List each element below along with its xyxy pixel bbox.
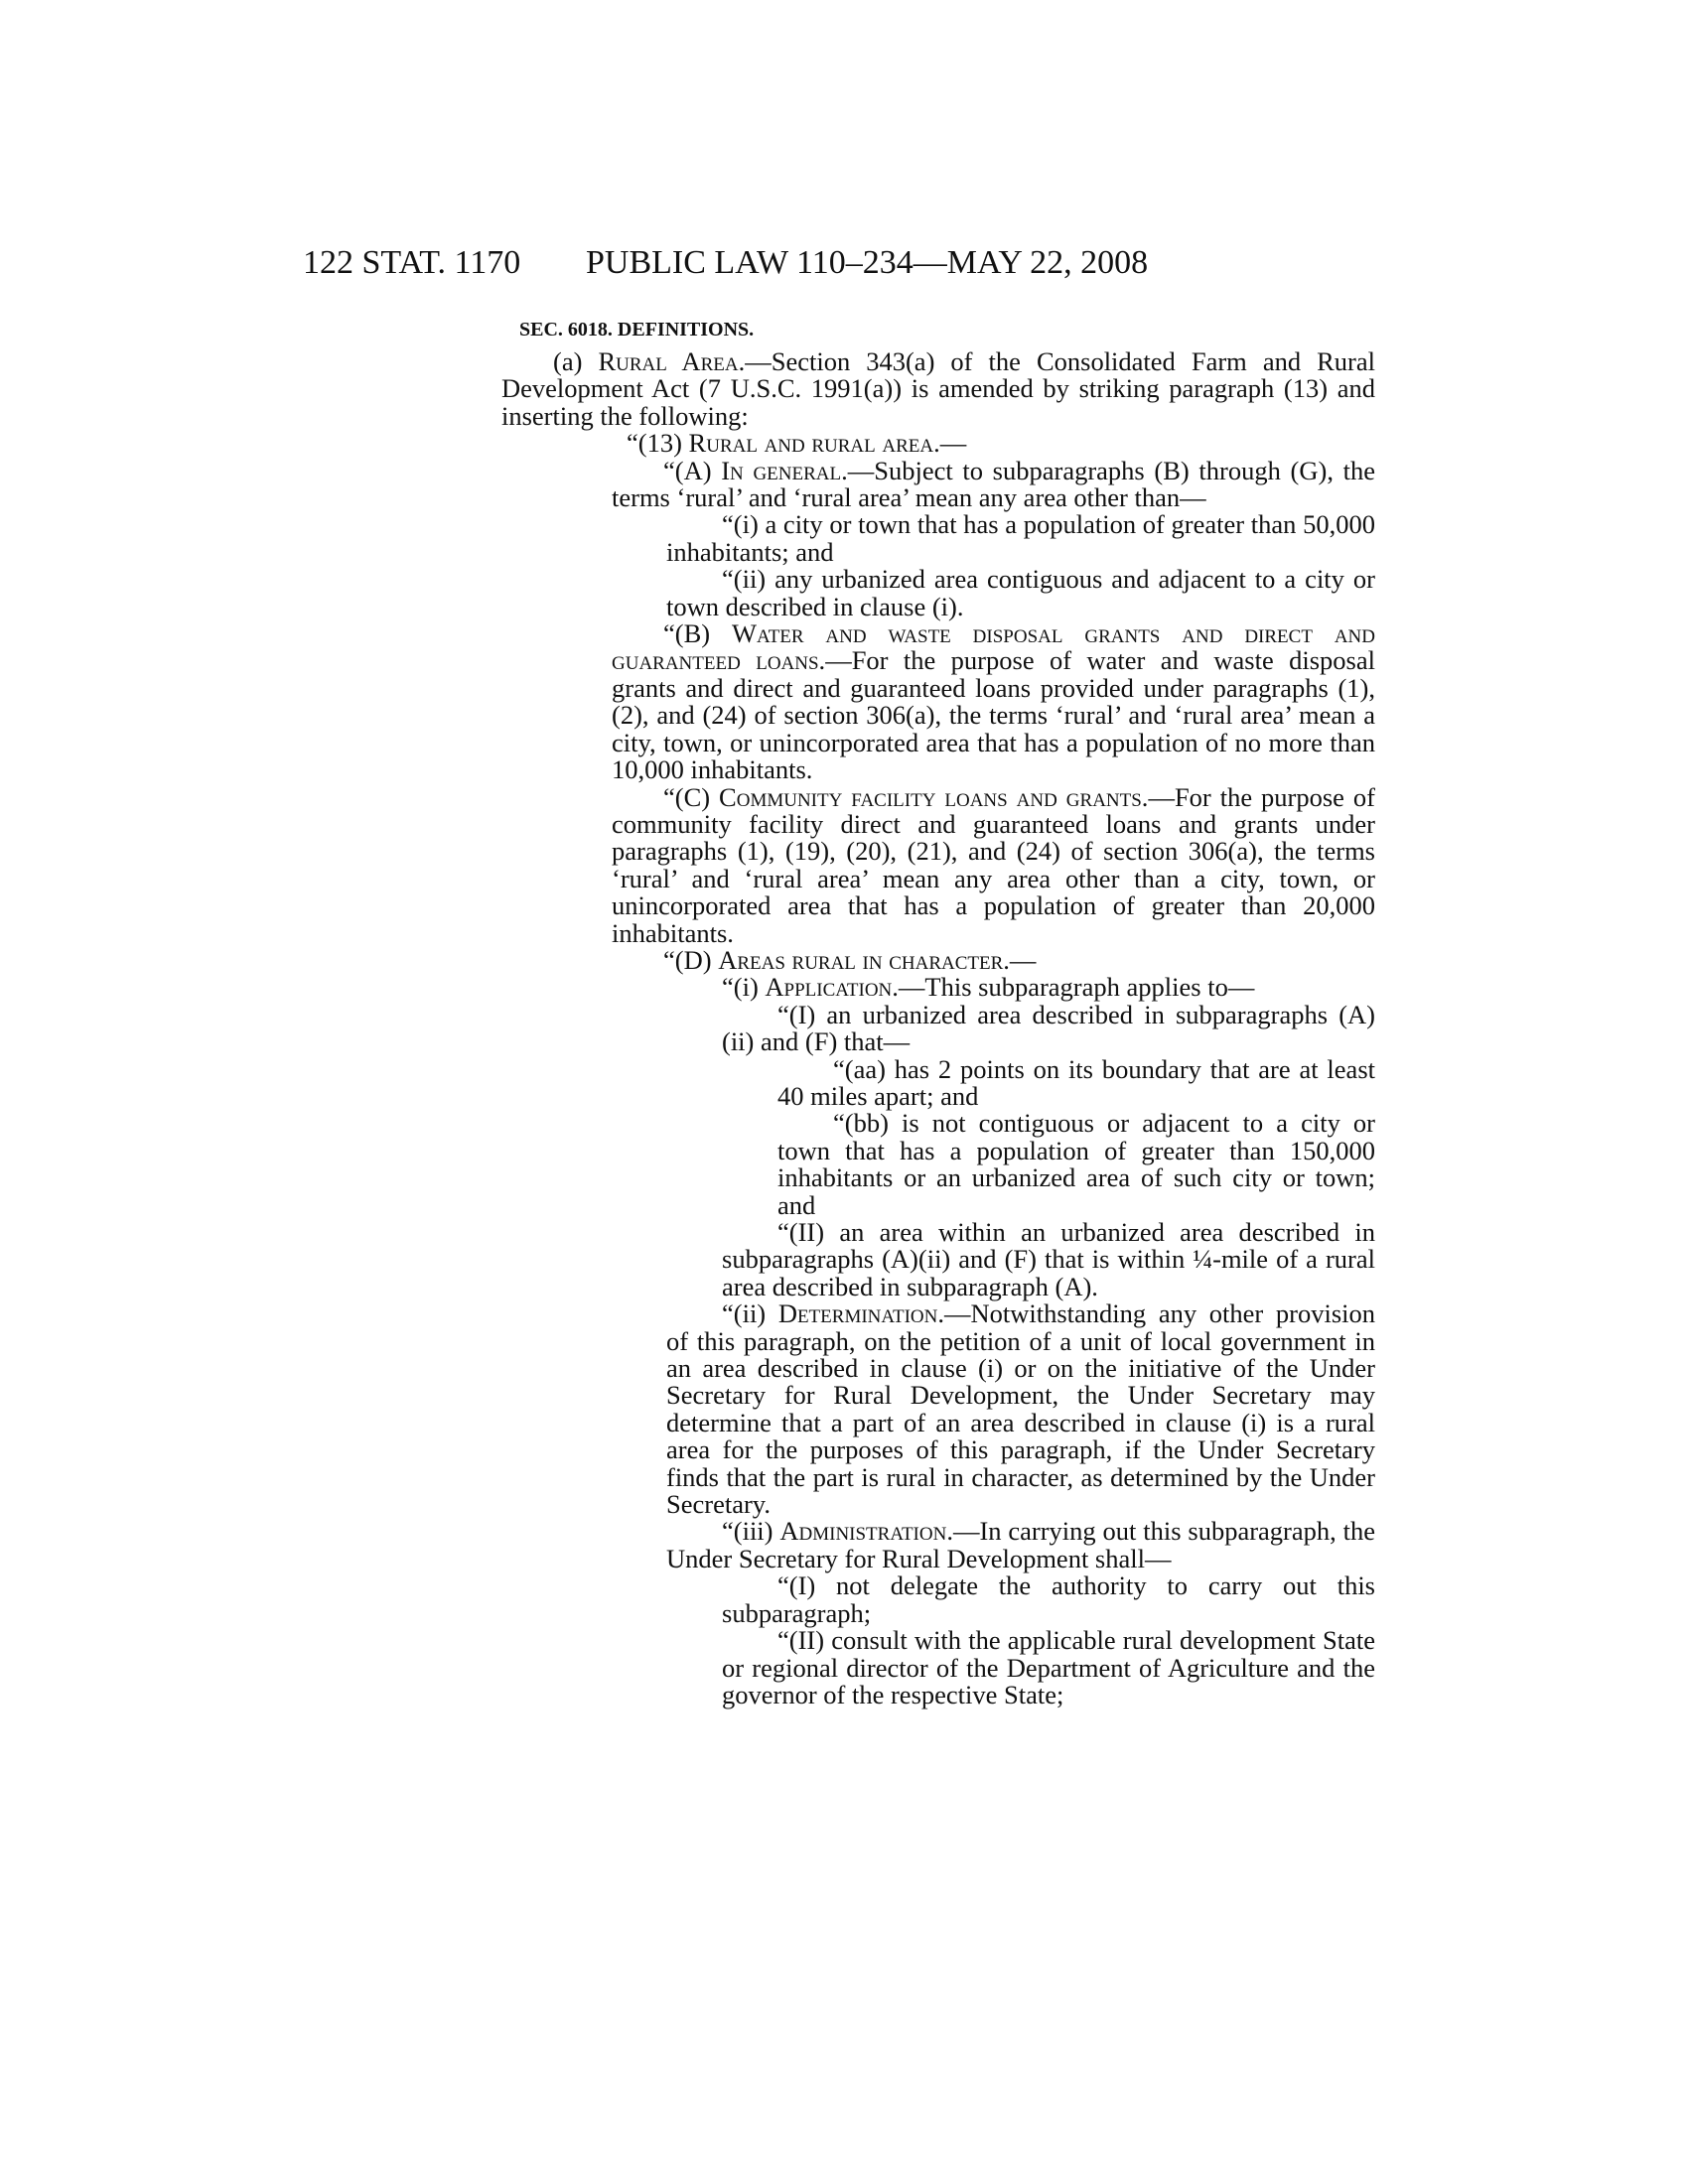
item-D-i-I-bb: “(bb) is not contiguous or adjacent to a city or town that has a population of greater than 150,000 inhabitants or an urbanized area of such city or town; and — [777, 1108, 1375, 1220]
subparagraph-D-caption: Areas rural in character. — [718, 944, 1010, 975]
paragraph-13-caption: Rural and rural area. — [688, 428, 940, 459]
clause-D-i: “(i) Application.—This subparagraph applies to— — [722, 972, 1255, 1003]
section-heading: SEC. 6018. DEFINITIONS. — [519, 319, 755, 341]
subparagraph-D: “(D) Areas rural in character.— — [663, 944, 1037, 975]
subparagraph-C: “(C) Community facility loans and grants.—For the purpose of community facility direct and guaranteed loans and grants under paragraphs (1), (19), (20), (21), and (24) of section 306(a), the terms ‘rural’ and ‘rural area’ mean any area other than a city, town, or unincorporated area that has a population of greater than 20,000 inhabitants. — [612, 781, 1375, 948]
subparagraph-A: “(A) In general.—Subject to subparagraphs (B) through (G), the terms ‘rural’ and ‘rural area’ mean any area other than— — [612, 455, 1375, 513]
paragraph-13: “(13) Rural and rural area.— — [627, 428, 967, 459]
statute-body — [501, 348, 1375, 1708]
item-D-i-I-aa: “(aa) has 2 points on its boundary that are at least 40 miles apart; and — [777, 1053, 1375, 1111]
page-header — [303, 244, 1380, 284]
subparagraph-B: “(B) Water and waste disposal grants and direct and guaranteed loans.—For the purpose of water and waste disposal grants and direct and guaranteed loans provided under paragraphs (1), (2), and (24) of section 306(a), the terms ‘rural’ and ‘rural area’ mean a city, town, or unincorporated area that has a population of no more than 10,000 inhabitants. — [612, 618, 1375, 785]
subparagraph-A-caption: In general. — [721, 455, 848, 485]
subsection-a: (a) Rural Area.—Section 343(a) of the Consolidated Farm and Rural Development Act (7 U.S.C. 1991(a)) is amended by striking paragraph (13) and inserting the following: — [501, 346, 1375, 431]
subparagraph-C-caption: Community facility loans and grants. — [719, 781, 1149, 812]
public-law-title: PUBLIC LAW 110–234—MAY 22, 2008 — [586, 244, 1149, 281]
subparagraph-B-caption: Water and waste disposal grants and direct and guaranteed loans. — [612, 618, 1375, 676]
statute-citation: 122 STAT. 1170 — [303, 244, 521, 281]
subsection-a-caption: Rural Area. — [598, 346, 746, 376]
clause-D-ii-caption: Determination. — [777, 1298, 944, 1329]
clause-D-iii-caption: Administration. — [779, 1516, 953, 1547]
clause-A-ii: “(ii) any urbanized area contiguous and adjacent to a city or town described in clause (i). — [666, 564, 1375, 621]
clause-D-ii: “(ii) Determination.—Notwithstanding any other provision of this paragraph, on the petition of a unit of local government in an area described in clause (i) or on the initiative of the Under Secretary for Rural Development, the Under Secretary may determine that a part of an area described in clause (i) is a rural area for the purposes of this paragraph, if the Under Secretary finds that the part is rural in character, as determined by the Under Secretary. — [666, 1298, 1375, 1520]
clause-A-i: “(i) a city or town that has a population of greater than 50,000 inhabitants; and — [666, 509, 1375, 567]
subclause-D-iii-II: “(II) consult with the applicable rural development State or regional director of the Department of Agriculture and the governor of the respective State; — [722, 1625, 1375, 1709]
clause-D-i-caption: Application. — [765, 972, 899, 1003]
subclause-D-i-I: “(I) an urbanized area described in subparagraphs (A)(ii) and (F) that— — [722, 999, 1375, 1057]
subclause-D-iii-I: “(I) not delegate the authority to carry out this subparagraph; — [722, 1570, 1375, 1628]
clause-D-iii: “(iii) Administration.—In carrying out this subparagraph, the Under Secretary for Rural Development shall— — [666, 1516, 1375, 1573]
subclause-D-i-II: “(II) an area within an urbanized area described in subparagraphs (A)(ii) and (F) that is within ¼-mile of a rural area described in subparagraph (A). — [722, 1217, 1375, 1301]
